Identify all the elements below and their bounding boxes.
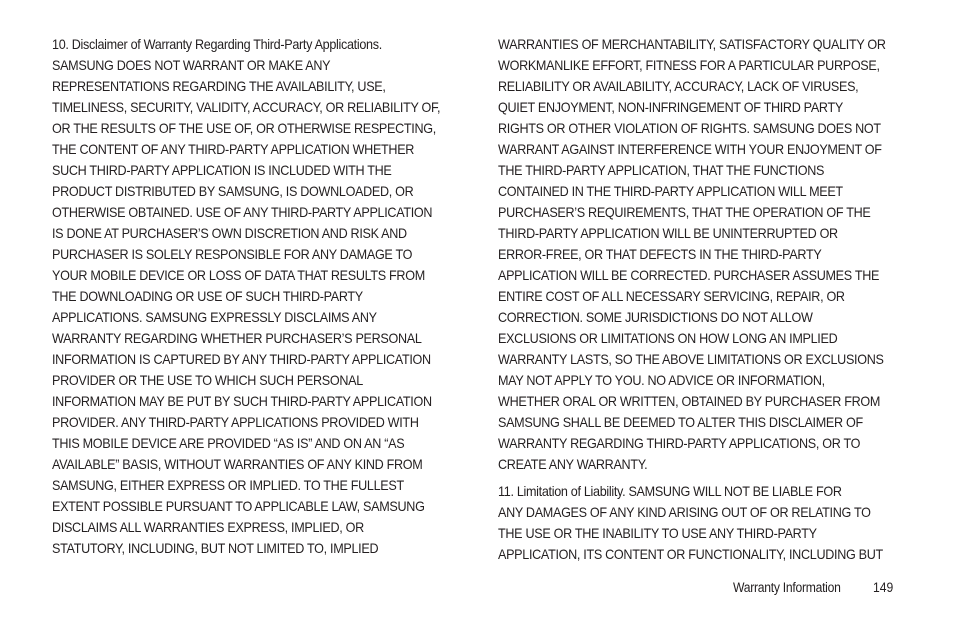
- text-line: EXCLUSIONS OR LIMITATIONS ON HOW LONG AN IMPLIED: [498, 330, 838, 346]
- text-line: 11. Limitation of Liability. SAMSUNG WILL NOT BE LIABLE FOR: [498, 483, 842, 499]
- text-line: PRODUCT DISTRIBUTED BY SAMSUNG, IS DOWNLOADED, OR: [52, 183, 414, 199]
- text-line: SUCH THIRD-PARTY APPLICATION IS INCLUDED WITH THE: [52, 162, 392, 178]
- text-line: INFORMATION MAY BE PUT BY SUCH THIRD-PARTY APPLICATION: [52, 393, 432, 409]
- text-line: THE DOWNLOADING OR USE OF SUCH THIRD-PARTY: [52, 288, 363, 304]
- left-column: [52, 34, 448, 559]
- text-line: THIRD-PARTY APPLICATION WILL BE UNINTERRUPTED OR: [498, 225, 838, 241]
- text-line: THE USE OR THE INABILITY TO USE ANY THIRD-PARTY: [498, 525, 817, 541]
- right-column: [498, 34, 895, 565]
- text-line: INFORMATION IS CAPTURED BY ANY THIRD-PARTY APPLICATION: [52, 351, 431, 367]
- text-line: DISCLAIMS ALL WARRANTIES EXPRESS, IMPLIED, OR: [52, 519, 364, 535]
- text-line: SAMSUNG, EITHER EXPRESS OR IMPLIED. TO THE FULLEST: [52, 477, 404, 493]
- text-line: SAMSUNG SHALL BE DEEMED TO ALTER THIS DISCLAIMER OF: [498, 414, 863, 430]
- text-line: 10. Disclaimer of Warranty Regarding Third-Party Applications.: [52, 36, 382, 52]
- text-line: THIS MOBILE DEVICE ARE PROVIDED “AS IS” AND ON AN “AS: [52, 435, 405, 451]
- text-line: RIGHTS OR OTHER VIOLATION OF RIGHTS. SAMSUNG DOES NOT: [498, 120, 881, 136]
- text-line: REPRESENTATIONS REGARDING THE AVAILABILITY, USE,: [52, 78, 386, 94]
- text-line: WORKMANLIKE EFFORT, FITNESS FOR A PARTICULAR PURPOSE,: [498, 57, 880, 73]
- text-line: OTHERWISE OBTAINED. USE OF ANY THIRD-PARTY APPLICATION: [52, 204, 433, 220]
- text-line: WARRANTY LASTS, SO THE ABOVE LIMITATIONS OR EXCLUSIONS: [498, 351, 884, 367]
- text-line: YOUR MOBILE DEVICE OR LOSS OF DATA THAT RESULTS FROM: [52, 267, 425, 283]
- disclaimer-paragraph: [52, 34, 448, 559]
- text-line: WARRANT AGAINST INTERFERENCE WITH YOUR ENJOYMENT OF: [498, 141, 882, 157]
- text-line: APPLICATIONS. SAMSUNG EXPRESSLY DISCLAIMS ANY: [52, 309, 377, 325]
- text-line: APPLICATION WILL BE CORRECTED. PURCHASER ASSUMES THE: [498, 267, 880, 283]
- warranty-continuation-paragraph: [498, 34, 895, 475]
- text-line: OR THE RESULTS OF THE USE OF, OR OTHERWISE RESPECTING,: [52, 120, 436, 136]
- text-line: QUIET ENJOYMENT, NON-INFRINGEMENT OF THIRD PARTY: [498, 99, 843, 115]
- text-line: RELIABILITY OR AVAILABILITY, ACCURACY, LACK OF VIRUSES,: [498, 78, 859, 94]
- text-line: WARRANTY REGARDING THIRD-PARTY APPLICATIONS, OR TO: [498, 435, 861, 451]
- text-line: ANY DAMAGES OF ANY KIND ARISING OUT OF OR RELATING TO: [498, 504, 871, 520]
- text-line: WHETHER ORAL OR WRITTEN, OBTAINED BY PURCHASER FROM: [498, 393, 881, 409]
- text-line: PROVIDER. ANY THIRD-PARTY APPLICATIONS PROVIDED WITH: [52, 414, 419, 430]
- text-line: CONTAINED IN THE THIRD-PARTY APPLICATION WILL MEET: [498, 183, 843, 199]
- text-line: TIMELINESS, SECURITY, VALIDITY, ACCURACY, OR RELIABILITY OF,: [52, 99, 441, 115]
- text-line: SAMSUNG DOES NOT WARRANT OR MAKE ANY: [52, 57, 331, 73]
- text-line: AVAILABLE” BASIS, WITHOUT WARRANTIES OF ANY KIND FROM: [52, 456, 423, 472]
- text-line: PROVIDER OR THE USE TO WHICH SUCH PERSONAL: [52, 372, 363, 388]
- footer-section-title: Warranty Information: [733, 580, 841, 595]
- text-line: WARRANTY REGARDING WHETHER PURCHASER’S PERSONAL: [52, 330, 422, 346]
- text-line: STATUTORY, INCLUDING, BUT NOT LIMITED TO, IMPLIED: [52, 540, 379, 556]
- text-line: THE CONTENT OF ANY THIRD-PARTY APPLICATION WHETHER: [52, 141, 415, 157]
- text-line: PURCHASER’S REQUIREMENTS, THAT THE OPERATION OF THE: [498, 204, 871, 220]
- text-line: CORRECTION. SOME JURISDICTIONS DO NOT ALLOW: [498, 309, 813, 325]
- text-line: APPLICATION, ITS CONTENT OR FUNCTIONALITY, INCLUDING BUT: [498, 546, 883, 562]
- text-line: ENTIRE COST OF ALL NECESSARY SERVICING, REPAIR, OR: [498, 288, 845, 304]
- text-line: MAY NOT APPLY TO YOU. NO ADVICE OR INFORMATION,: [498, 372, 825, 388]
- page-number: 149: [873, 580, 894, 595]
- text-line: WARRANTIES OF MERCHANTABILITY, SATISFACTORY QUALITY OR: [498, 36, 886, 52]
- text-line: CREATE ANY WARRANTY.: [498, 456, 648, 472]
- text-line: EXTENT POSSIBLE PURSUANT TO APPLICABLE LAW, SAMSUNG: [52, 498, 425, 514]
- text-line: THE THIRD-PARTY APPLICATION, THAT THE FUNCTIONS: [498, 162, 825, 178]
- text-line: ERROR-FREE, OR THAT DEFECTS IN THE THIRD-PARTY: [498, 246, 822, 262]
- text-line: IS DONE AT PURCHASER’S OWN DISCRETION AND RISK AND: [52, 225, 407, 241]
- text-line: PURCHASER IS SOLELY RESPONSIBLE FOR ANY DAMAGE TO: [52, 246, 413, 262]
- liability-paragraph: [498, 481, 895, 565]
